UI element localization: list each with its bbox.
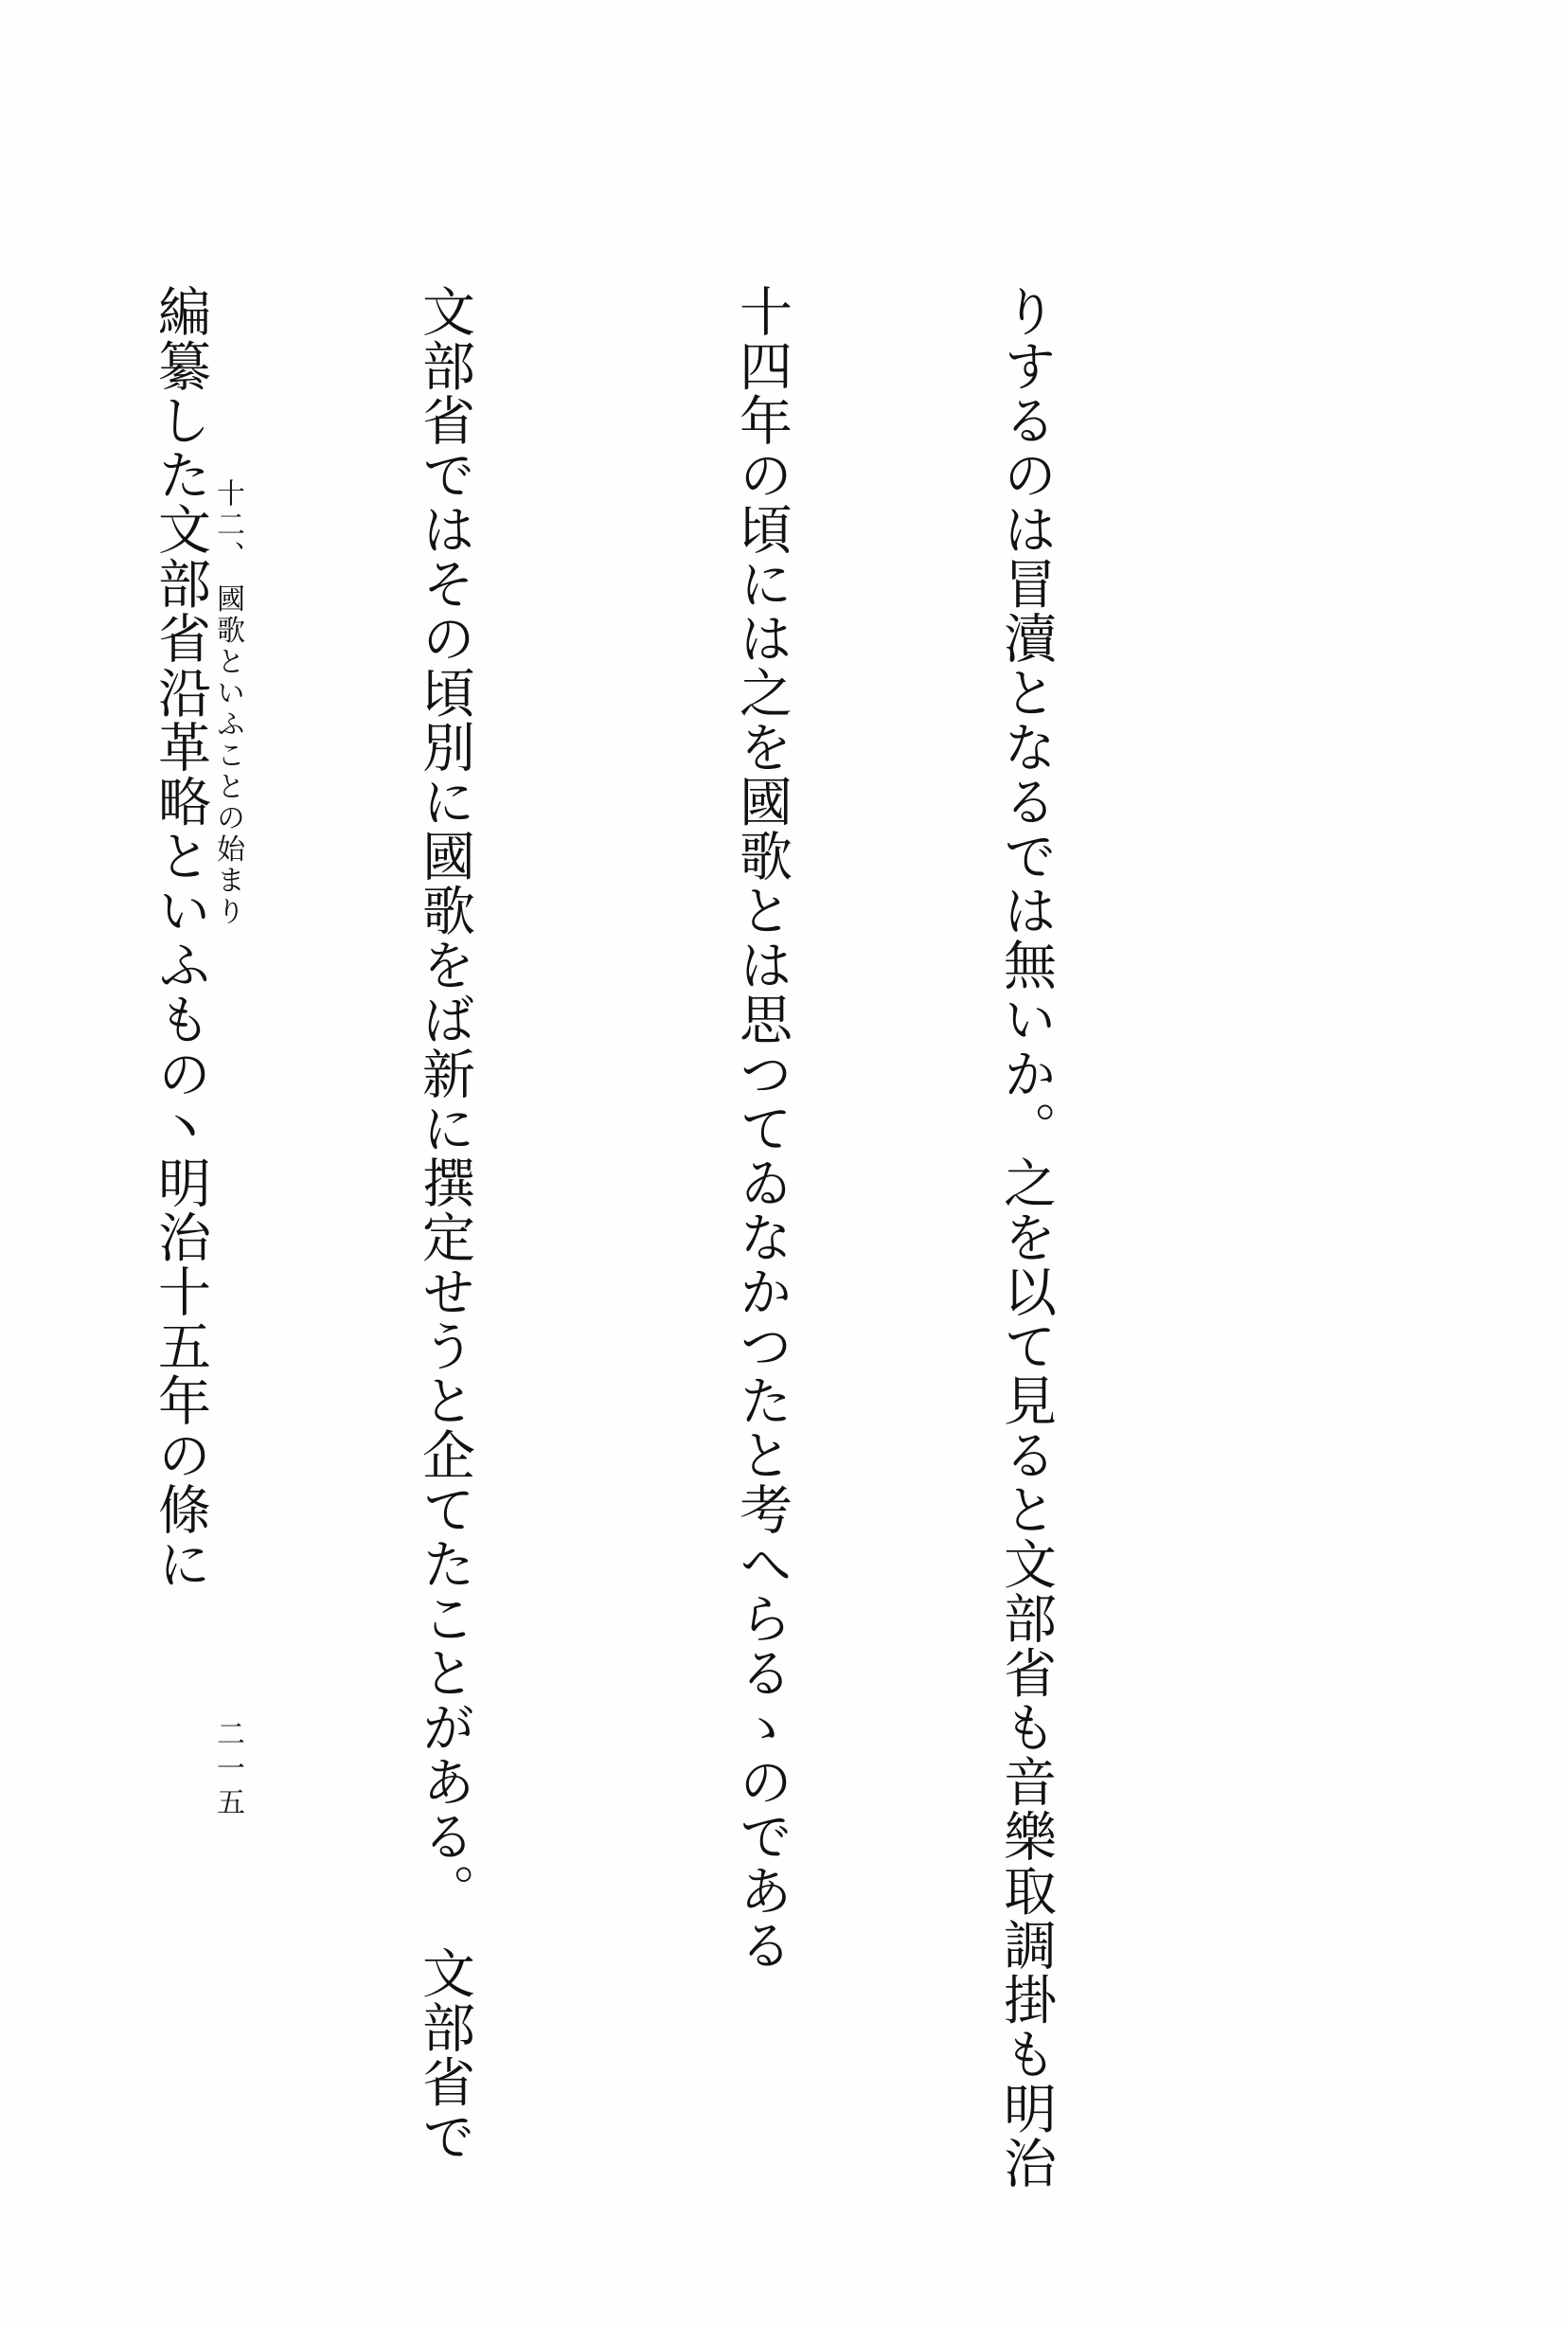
text-column: 文部省ではその頃別に國歌をば新に撰定せうと企てたことがある。 文部省で: [414, 284, 475, 2164]
body-text: [0, 284, 1246, 2191]
text-column: りするのは冒瀆となるでは無いか。之を以て見ると文部省も音樂取調掛も明治: [995, 284, 1057, 2191]
page-number: 二一五: [211, 1719, 244, 1821]
text-column: 十四年の頃には之を國歌とは思つてゐなかつたと考へらるゝのである: [731, 284, 793, 1973]
text-column: 編纂した文部省沿革略といふもの丶明治十五年の條に: [150, 284, 211, 1591]
running-head: 十二、 國歌といふことの始まり: [211, 478, 244, 928]
